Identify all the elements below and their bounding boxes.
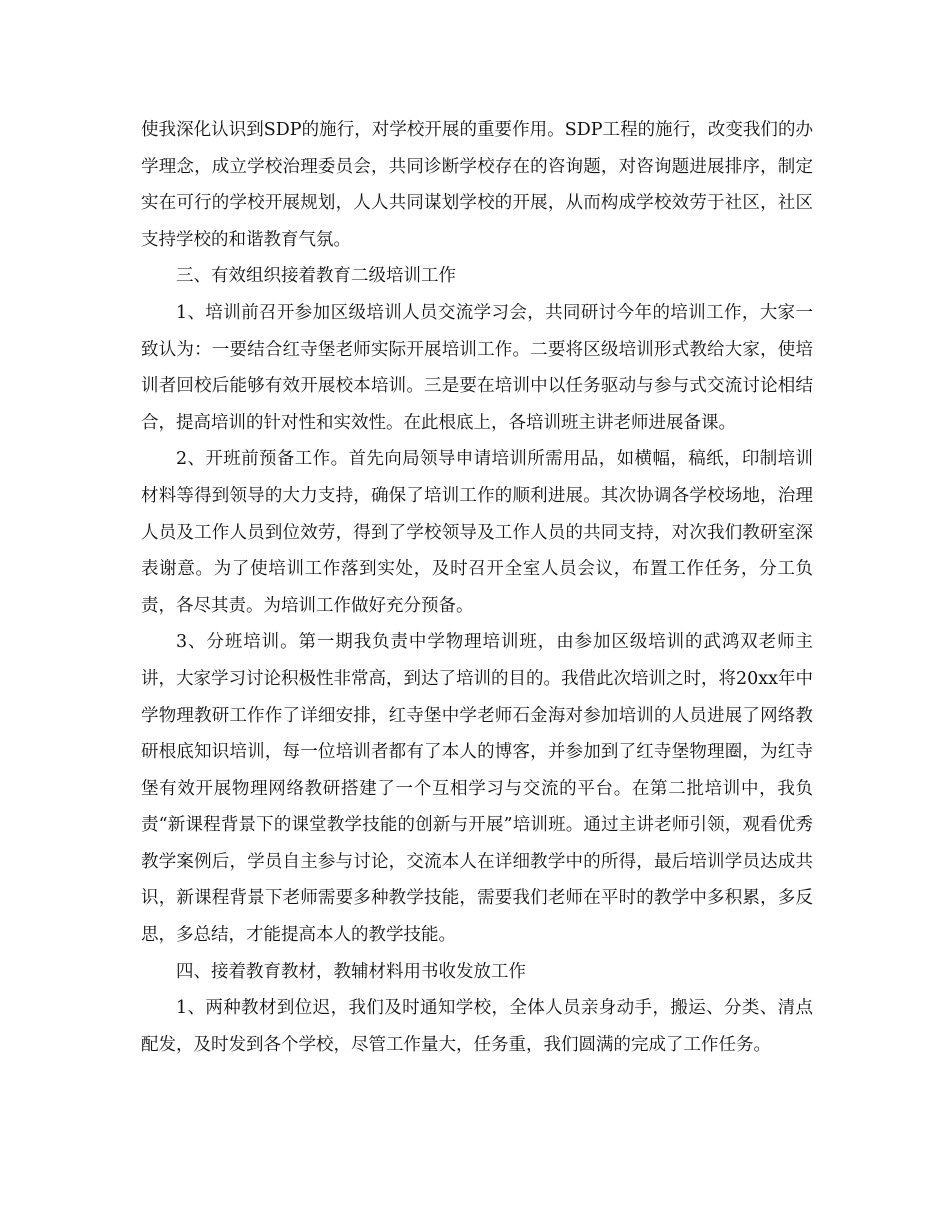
document-body [141, 112, 813, 1063]
paragraph-item-2: 2、开班前预备工作。首先向局领导申请培训所需用品，如横幅，稿纸，印制培训材料等得到领导的大力支持，确保了培训工作的顺利进展。其次协调各学校场地，治理人员及工作人员到位效劳，得到了学校领导及工作人员的共同支持，对次我们教研室深表谢意。为了使培训工作落到实处，及时召开全室人员会议，布置工作任务，分工负责，各尽其责。为培训工作做好充分预备。 [141, 449, 813, 616]
paragraph-item-4-1: 1、两种教材到位迟，我们及时通知学校，全体人员亲身动手，搬运、分类、清点配发，及时发到各个学校，尽管工作量大，任务重，我们圆满的完成了工作任务。 [141, 998, 813, 1055]
paragraph-item-3: 3、分班培训。第一期我负责中学物理培训班，由参加区级培训的武鸿双老师主讲，大家学习讨论积极性非常高，到达了培训的目的。我借此次培训之时，将20xx年中学物理教研工作作了详细安排，红寺堡中学老师石金海对参加培训的人员进展了网络教研根底知识培训，每一位培训者都有了本人的博客，并参加到了红寺堡物理圈，为红寺堡有效开展物理网络教研搭建了一个互相学习与交流的平台。在第二批培训中，我负责“新课程背景下的课堂教学技能的创新与开展”培训班。通过主讲老师引领，观看优秀教学案例后，学员自主参与讨论，交流本人在详细教学中的所得，最后培训学员达成共识，新课程背景下老师需要多种教学技能，需要我们老师在平时的教学中多积累，多反思，多总结，才能提高本人的教学技能。 [141, 632, 814, 946]
section-heading-4: 四、接着教育教材，教辅材料用书收发放工作 [176, 961, 526, 982]
paragraph-item-1: 1、培训前召开参加区级培训人员交流学习会，共同研讨今年的培训工作，大家一致认为：一要结合红寺堡老师实际开展培训工作。二要将区级培训形式教给大家，使培训者回校后能够有效开展校本培训。三是要在培训中以任务驱动与参与式交流讨论相结合，提高培训的针对性和实效性。在此根底上，各培训班主讲老师进展备课。 [141, 302, 813, 433]
section-heading-3: 三、有效组织接着教育二级培训工作 [176, 266, 456, 287]
paragraph-continuation: 使我深化认识到SDP的施行，对学校开展的重要作用。SDP工程的施行，改变我们的办学理念，成立学校治理委员会，共同诊断学校存在的咨询题，对咨询题进展排序，制定实在可行的学校开展规划，人人共同谋划学校的开展，从而构成学校效劳于社区，社区支持学校的和谐教育气氛。 [141, 120, 813, 250]
